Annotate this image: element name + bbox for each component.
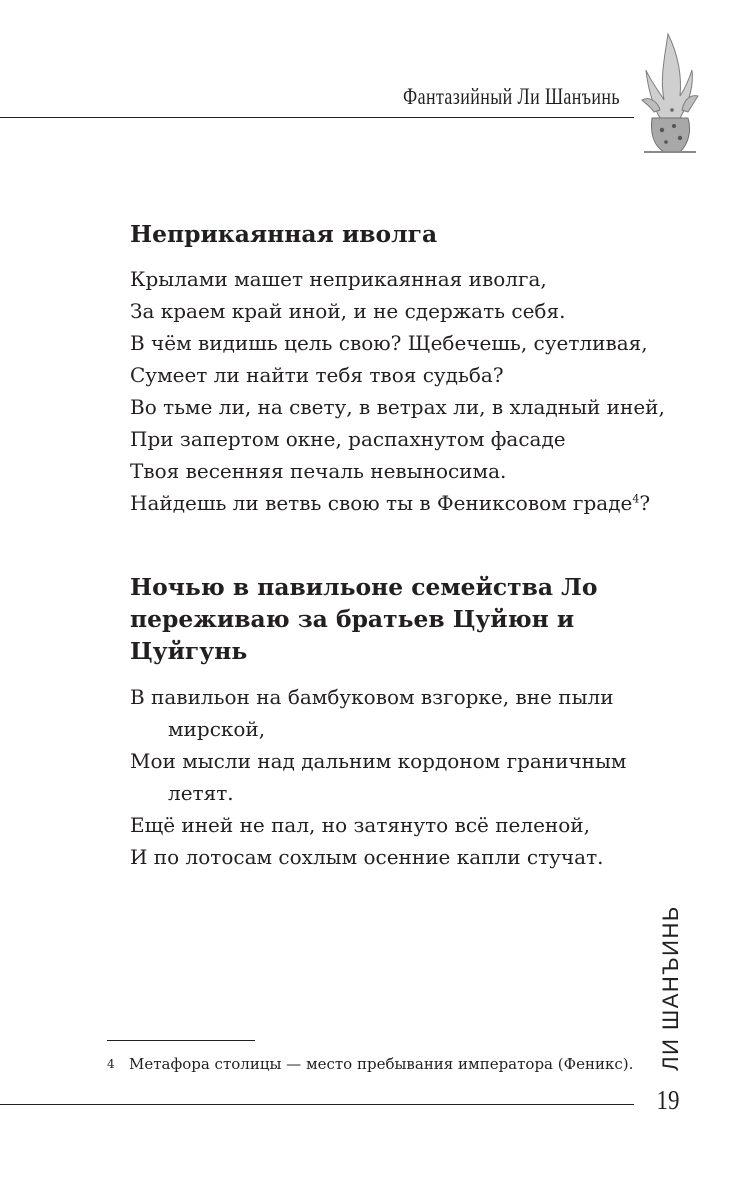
- poem-line: [130, 841, 650, 873]
- footer-rule: [0, 1104, 634, 1105]
- poem-line: [130, 423, 650, 455]
- header-rule: [0, 117, 634, 118]
- poem-line-text: За краем край иной, и не сдержать себя.: [130, 299, 566, 323]
- poem-line: [130, 359, 650, 391]
- poem-title-2-line-1: Ночью в павильоне семейства Ло: [130, 573, 598, 601]
- poem-line-text: Ещё иней не пал, но затянуто всё пеленой,: [130, 813, 590, 837]
- poem-content: [130, 218, 665, 873]
- poem-1-lines: [130, 263, 665, 519]
- poem-line-text: При запертом окне, распахнутом фасаде: [130, 427, 566, 451]
- poem-line: [130, 809, 650, 841]
- poem-line-text: Крылами машет неприкаянная иволга,: [130, 267, 547, 291]
- footnote-text: Метафора столицы — место пребывания императора (Феникс).: [129, 1055, 634, 1073]
- poem-line-continuation: летят.: [168, 781, 234, 805]
- poem-line-continuation: мирской,: [168, 717, 266, 741]
- poem-line-text: Найдешь ли ветвь свою ты в Фениксовом граде: [130, 491, 633, 515]
- decorative-dragon-ornament-icon: [630, 30, 710, 160]
- page-number: 19: [656, 1085, 680, 1115]
- poem-line-text: Мои мысли над дальним кордоном граничным: [130, 749, 627, 773]
- footnote: [107, 1053, 647, 1075]
- poem-line: [130, 327, 650, 359]
- poem-line: [130, 681, 650, 745]
- poem-line-text: Во тьме ли, на свету, в ветрах ли, в хладный иней,: [130, 395, 665, 419]
- poem-line-end: ?: [639, 491, 651, 515]
- poem-line-text: Сумеет ли найти тебя твоя судьба?: [130, 363, 504, 387]
- poem-line-text: И по лотосам сохлым осенние капли стучат.: [130, 845, 604, 869]
- footnote-number: 4: [107, 1057, 115, 1071]
- side-author-text: ЛИ ШАНЪИНЬ: [658, 905, 683, 1071]
- poem-line-text: В чём видишь цель свою? Щебечешь, суетливая,: [130, 331, 648, 355]
- side-author-label: [651, 905, 691, 1071]
- poem-line: [130, 391, 665, 423]
- poem-line: [130, 745, 650, 809]
- poem-2-lines: [130, 681, 650, 873]
- running-head: Фантазийный Ли Шанъинь: [403, 84, 620, 109]
- poem-line: [130, 487, 650, 519]
- poem-line-text: Твоя весенняя печаль невыносима.: [130, 459, 507, 483]
- poem-title-2-line-2: переживаю за братьев Цуйюн и Цуйгунь: [130, 605, 575, 665]
- poem-title-1: [130, 218, 650, 250]
- poem-title-1-line-1: Неприкаянная иволга: [130, 220, 438, 248]
- poem-line: [130, 295, 650, 327]
- footnote-marker[interactable]: 4: [632, 492, 640, 506]
- footnote-rule: [107, 1040, 255, 1041]
- poem-line: [130, 455, 650, 487]
- poem-line: [130, 263, 650, 295]
- poem-line-text: В павильон на бамбуковом взгорке, вне пыли: [130, 685, 614, 709]
- poem-title-2: [130, 571, 650, 667]
